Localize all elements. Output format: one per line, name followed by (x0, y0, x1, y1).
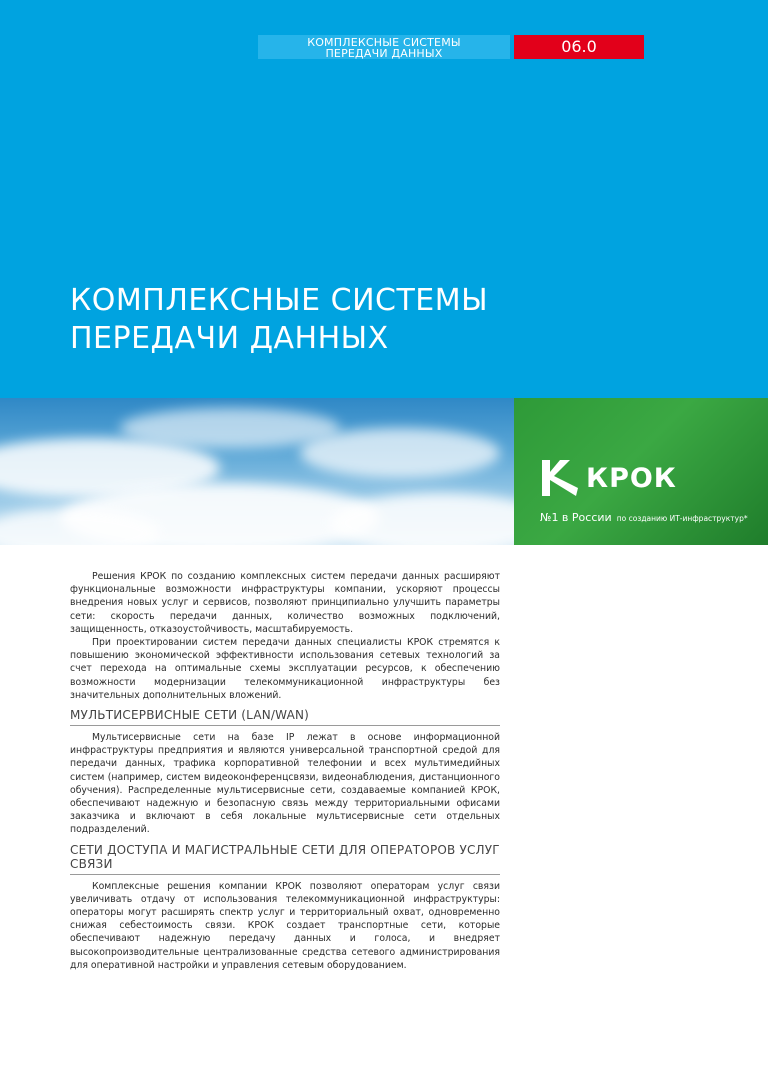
section-tag (258, 35, 510, 59)
intro-paragraph-2: При проектировании систем передачи данных специалисты КРОК стремятся к повышению экономической эффективности использования сетевых технологий за счет перехода на оптимальные схемы эксплуатации ресурсов, к обеспечению возможности модернизации телекоммуникационной инфраструктуры без значительных дополнительных вложений. (70, 637, 500, 701)
tagline-rest: по созданию ИТ-инфраструктур* (616, 514, 748, 523)
section-number-badge: 06.0 (514, 35, 644, 59)
intro-paragraph-1: Решения КРОК по созданию комплексных систем передачи данных расширяют функциональные возможности инфраструктуры компании, ускоряют процессы внедрения новых услуг и сервисов, позволяют принципиально улучшить параметры сети: скорость передачи данных, количество возможных подключений, защищенность, отказоустойчивость, масштабируемость. (70, 571, 500, 635)
tagline-main: №1 в России (540, 511, 612, 524)
section-heading-lan-wan: МУЛЬТИСЕРВИСНЫЕ СЕТИ (LAN/WAN) (70, 708, 500, 726)
brand-tagline (540, 506, 748, 525)
section-heading-operators: СЕТИ ДОСТУПА И МАГИСТРАЛЬНЫЕ СЕТИ ДЛЯ ОПЕРАТОРОВ УСЛУГ СВЯЗИ (70, 843, 500, 875)
logo-text: КРОК (586, 463, 677, 494)
section-tag-line1: КОМПЛЕКСНЫЕ СИСТЕМЫ (307, 36, 461, 49)
page-title (70, 282, 488, 358)
brand-panel (514, 398, 768, 545)
krok-logo-icon (540, 458, 580, 498)
section-text-lan-wan: Мультисервисные сети на базе IP лежат в основе информационной инфраструктуры предприятия и являются универсальной транспортной средой для передачи данных, трафика корпоративной телефонии и всех мультимедийных систем (например, систем видеоконференцсвязи, видеонаблюдения, дистанционного обучения). Распределенные мультисервисные сети, создаваемые компанией КРОК, обеспечивают надежную и безопасную связь между территориальными офисами заказчика и включают в себя локальные мультисервисные сети отдельных подразделений. (70, 732, 500, 836)
page-title-line2: ПЕРЕДАЧИ ДАННЫХ (70, 321, 389, 356)
body-content (70, 570, 500, 972)
section-text-operators: Комплексные решения компании КРОК позволяют операторам услуг связи увеличивать отдачу от использования телекоммуникационной инфраструктуры: операторы могут расширять спектр услуг и территориальный охват, одновременно снижая себестоимость связи. КРОК создает транспортные сети, которые обеспечивают надежную передачу данных и голоса, и внедряет высокопроизводительные централизованные средства сетевого администрирования для оперативной настройки и управления сетевым оборудованием. (70, 880, 500, 971)
section-tag-line2: ПЕРЕДАЧИ ДАННЫХ (325, 47, 443, 60)
hero-banner (0, 0, 768, 398)
page-title-line1: КОМПЛЕКСНЫЕ СИСТЕМЫ (70, 283, 489, 318)
sky-photo (0, 398, 514, 545)
